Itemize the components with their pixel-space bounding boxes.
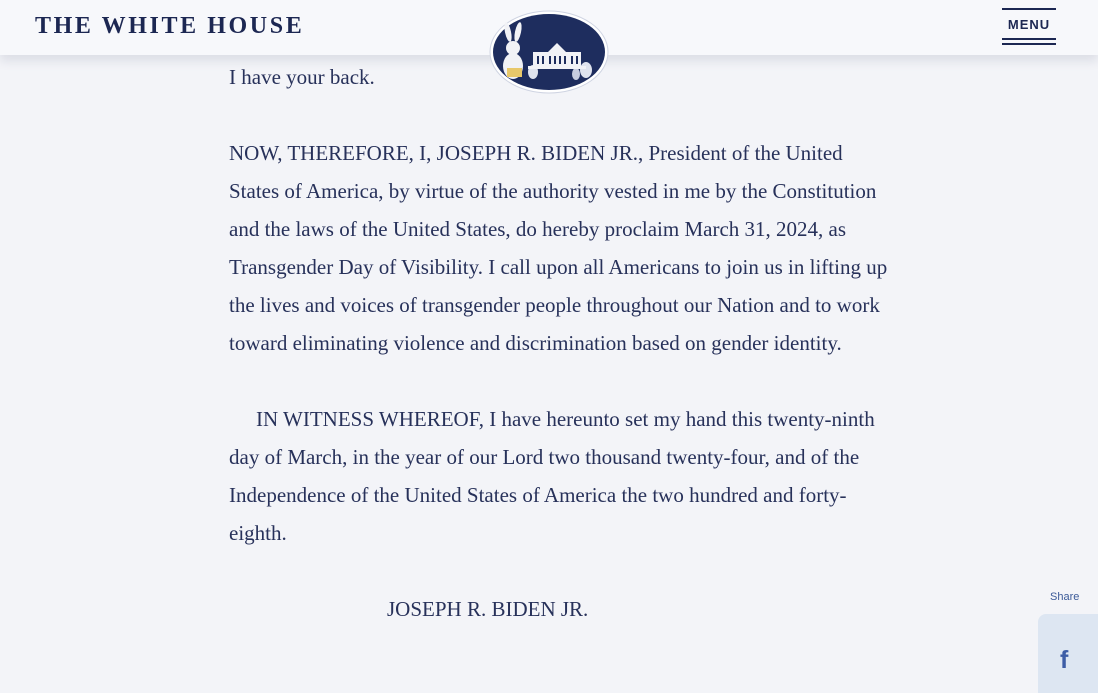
menu-bottom-bar-1 — [1002, 38, 1056, 40]
witness-paragraph: IN WITNESS WHEREOF, I have hereunto set my hand this twenty-ninth day of March, in the year of our Lord two thousand twenty-four, and of the Independence of the United States of America the two hundred and forty-eighth. — [229, 407, 875, 545]
menu-bottom-bar-2 — [1002, 43, 1056, 45]
menu-label: MENU — [1007, 17, 1051, 32]
facebook-share-button[interactable] — [1038, 614, 1098, 693]
share-label: Share — [1050, 591, 1080, 603]
facebook-icon: f — [1060, 646, 1069, 674]
signature: JOSEPH R. BIDEN JR. — [387, 597, 589, 621]
site-title[interactable]: THE WHITE HOUSE — [35, 13, 305, 39]
closing-line: I have your back. — [229, 65, 375, 89]
white-house-easter-seal-icon[interactable] — [488, 8, 610, 96]
menu-button[interactable] — [1002, 8, 1056, 48]
proclamation-paragraph: NOW, THEREFORE, I, JOSEPH R. BIDEN JR., President of the United States of America, by virtue of the authority vested in me by the Constitution and the laws of the United States, do hereby proclaim March 31, 2024, as Transgender Day of Visibility. I call upon all Americans to join us in lifting up the lives and voices of transgender people throughout our Nation and to work toward eliminating violence and discrimination based on gender identity. — [229, 141, 888, 355]
menu-top-bar — [1002, 8, 1056, 10]
proclamation-body — [229, 58, 889, 628]
